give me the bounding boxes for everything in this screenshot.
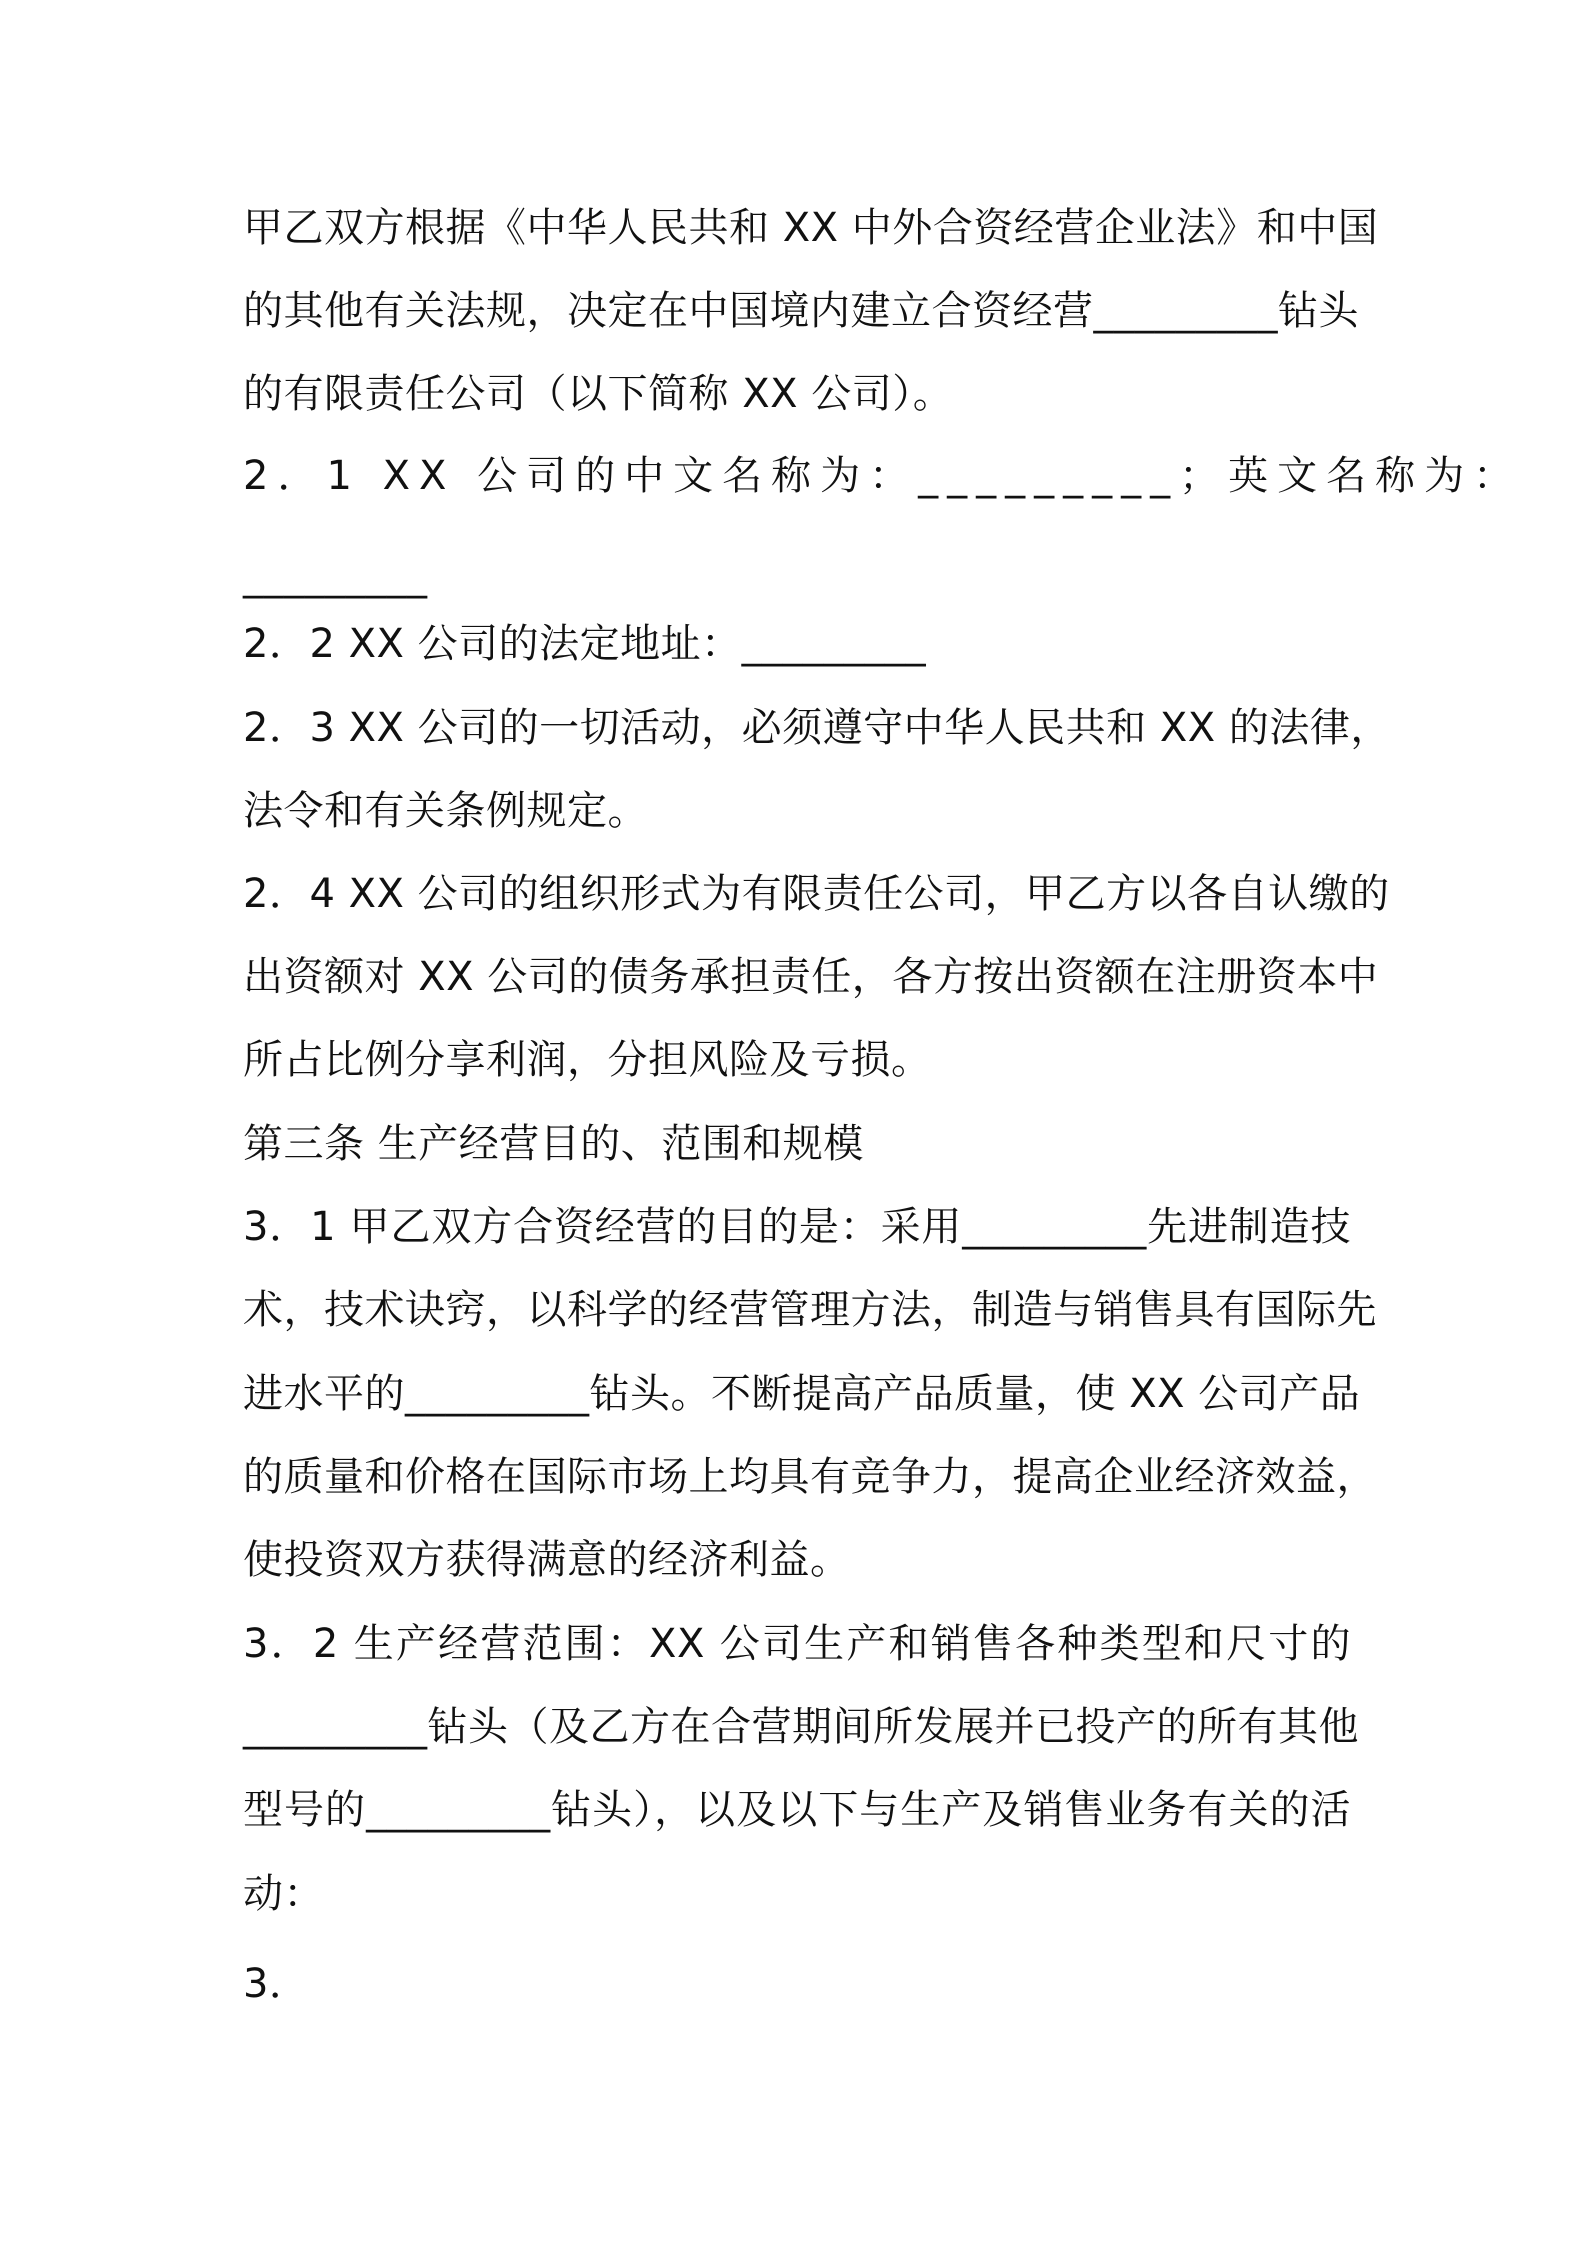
clause-2-2: 2．2 XX 公司的法定地址：_________: [243, 621, 927, 667]
text-line-14: 术，技术诀窍，以科学的经营管理方法，制造与销售具有国际先: [243, 1287, 1377, 1333]
clause-2-1: 2．1 XX 公司的中文名称为：_________；英文名称为：: [243, 453, 1523, 499]
text-line-1: 甲乙双方根据《中华人民共和 XX 中外合资经营企业法》和中国: [243, 205, 1379, 251]
text-line-21: 动：: [243, 1871, 324, 1917]
text-line-3: 的有限责任公司（以下简称 XX 公司）。: [243, 371, 954, 417]
clause-3-1: 3．1 甲乙双方合资经营的目的是：采用_________先进制造技: [243, 1204, 1351, 1250]
clause-2-3: 2．3 XX 公司的一切活动，必须遵守中华人民共和 XX 的法律，: [243, 705, 1391, 751]
section-heading-article-3: 第三条 生产经营目的、范围和规模: [243, 1121, 864, 1167]
text-line-19: _________钻头（及乙方在合营期间所发展并已投产的所有其他: [243, 1704, 1359, 1750]
text-line-5: _________: [243, 553, 428, 599]
text-line-11: 所占比例分享利润，分担风险及亏损。: [243, 1037, 932, 1083]
clause-3-2: 3．2 生产经营范围：XX 公司生产和销售各种类型和尺寸的: [243, 1621, 1351, 1667]
text-line-16: 的质量和价格在国际市场上均具有竞争力，提高企业经济效益，: [243, 1454, 1377, 1500]
text-line-20: 型号的_________钻头），以及以下与生产及销售业务有关的活: [243, 1787, 1351, 1833]
text-line-15: 进水平的_________钻头。不断提高产品质量，使 XX 公司产品: [243, 1371, 1361, 1417]
clause-3-start: 3．: [243, 1961, 310, 2007]
text-line-2: 的其他有关法规，决定在中国境内建立合资经营_________钻头: [243, 288, 1359, 334]
text-line-10: 出资额对 XX 公司的债务承担责任，各方按出资额在注册资本中: [243, 954, 1379, 1000]
text-line-17: 使投资双方获得满意的经济利益。: [243, 1537, 851, 1583]
clause-2-4: 2．4 XX 公司的组织形式为有限责任公司，甲乙方以各自认缴的: [243, 871, 1390, 917]
text-line-8: 法令和有关条例规定。: [243, 788, 648, 834]
